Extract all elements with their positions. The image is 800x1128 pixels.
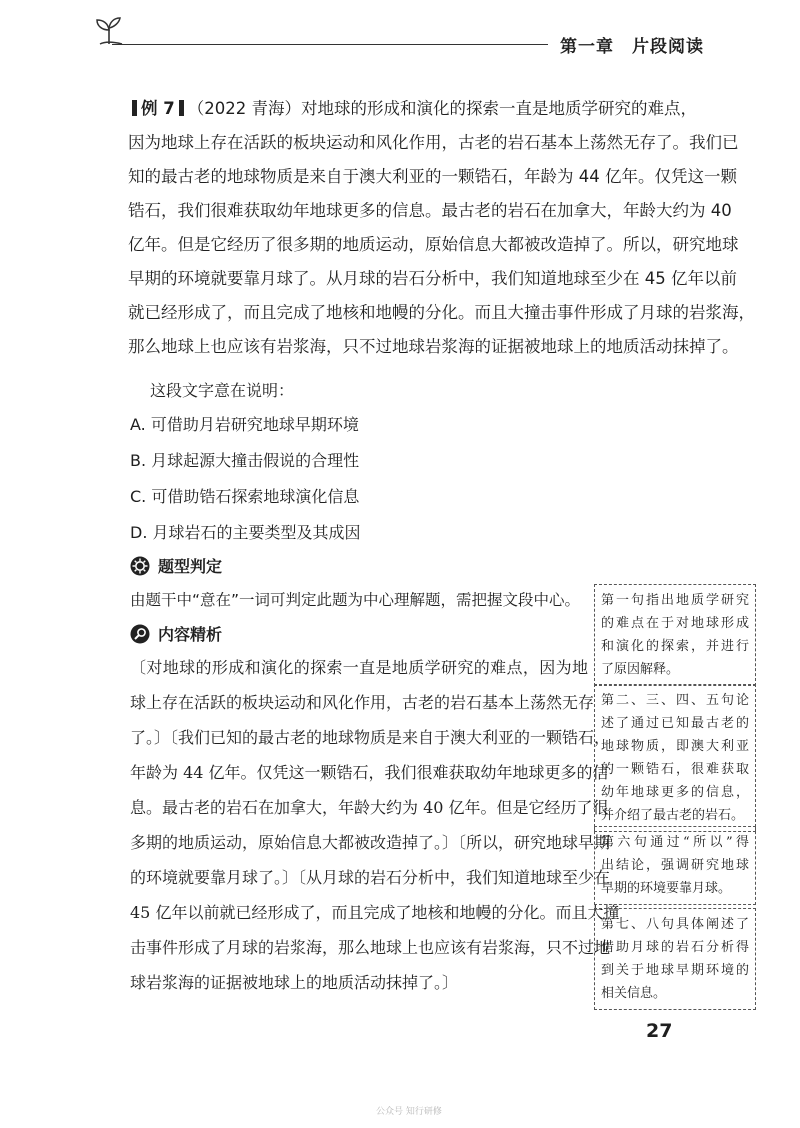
question-prompt: 这段文字意在说明： (150, 381, 295, 400)
option-c: C. 可借助锆石探索地球演化信息 (130, 487, 360, 506)
analysis-line: 〔对地球的形成和演化的探索一直是地质学研究的难点，因为地 (130, 658, 588, 677)
analysis-line: 击事件形成了月球的岩浆海，那么地球上也应该有岩浆海，只不过地 (130, 938, 611, 957)
passage-line: 就已经形成了，而且完成了地核和地幔的分化。而且大撞击事件形成了月球的岩浆海， (128, 303, 755, 322)
analysis-line: 45 亿年以前就已经形成了，而且完成了地核和地幔的分化。而且大撞 (130, 903, 620, 922)
passage-line: 那么地球上也应该有岩浆海，只不过地球岩浆海的证据被地球上的地质活动抹掉了。 (128, 337, 739, 356)
sprout-icon (92, 14, 126, 48)
option-d: D. 月球岩石的主要类型及其成因 (130, 523, 361, 542)
judge-text: 由题干中“意在”一词可判定此题为中心理解题，需把握文段中心。 (130, 591, 581, 609)
margin-note-2: 第二、三、四、五句论 述了通过已知最古老的 地球物质，即澳大利亚 的一颗锆石，很难获取 幼年地球更多的信息， 并介绍了最古老的岩石。 (594, 684, 756, 832)
section-analysis-header (130, 622, 222, 645)
option-b: B. 月球起源大撞击假说的合理性 (130, 451, 360, 470)
magnifier-icon (130, 624, 150, 644)
analysis-line: 息。最古老的岩石在加拿大，年龄大约为 40 亿年。但是它经历了很 (130, 798, 609, 817)
passage-line: 锆石，我们很难获取幼年地球更多的信息。最古老的岩石在加拿大，年龄大约为 40 (128, 201, 732, 220)
passage-line: 例 7 （2022 青海）对地球的形成和演化的探索一直是地质学研究的难点， (128, 92, 696, 126)
passage-line: 亿年。但是它经历了很多期的地质运动，原始信息大都被改造掉了。所以，研究地球 (128, 235, 739, 254)
page-number: 27 (646, 1020, 673, 1042)
passage-line: 因为地球上存在活跃的板块运动和风化作用，古老的岩石基本上荡然无存了。我们已 (128, 133, 739, 152)
gear-bulb-icon (130, 556, 150, 576)
analysis-line: 多期的地质运动，原始信息大都被改造掉了。〕〔所以，研究地球早期 (130, 833, 611, 852)
header-rule (112, 44, 548, 45)
question-passage (128, 92, 755, 364)
analysis-line: 球岩浆海的证据被地球上的地质活动抹掉了。〕 (130, 973, 459, 992)
passage-line: 早期的环境就要靠月球了。从月球的岩石分析中，我们知道地球至少在 45 亿年以前 (128, 269, 737, 288)
analysis-line: 球上存在活跃的板块运动和风化作用，古老的岩石基本上荡然无存 (130, 693, 595, 712)
analysis-line: 的环境就要靠月球了。〕〔从月球的岩石分析中，我们知道地球至少在 (130, 868, 611, 887)
example-badge: 例 7 (128, 99, 188, 118)
analysis-line: 了。〕〔我们已知的最古老的地球物质是来自于澳大利亚的一颗锆石， (130, 728, 611, 747)
analysis-line: 年龄为 44 亿年。仅凭这一颗锆石，我们很难获取幼年地球更多的信 (130, 763, 609, 782)
margin-note-1: 第一句指出地质学研究 的难点在于对地球形成 和演化的探索，并进行 了原因解释。 (594, 584, 756, 686)
section-analysis-title: 内容精析 (158, 625, 223, 644)
analysis-passage (130, 650, 620, 1000)
option-a: A. 可借助月岩研究地球早期环境 (130, 415, 359, 434)
question-source: （2022 青海） (187, 99, 301, 118)
badge-bar-icon (179, 100, 184, 116)
section-judge-header (130, 554, 222, 577)
section-judge-title: 题型判定 (158, 557, 223, 576)
badge-bar-icon (132, 100, 137, 116)
margin-note-3: 第六句通过“所以”得 出结论，强调研究地球 早期的环境要靠月球。 (594, 826, 756, 905)
chapter-title: 第一章 片段阅读 (560, 37, 704, 57)
watermark: 公众号 知行研修 (376, 1107, 442, 1117)
passage-line: 知的最古老的地球物质是来自于澳大利亚的一颗锆石，年龄为 44 亿年。仅凭这一颗 (128, 167, 737, 186)
margin-note-4: 第七、八句具体阐述了 借助月球的岩石分析得 到关于地球早期环境的 相关信息。 (594, 908, 756, 1010)
